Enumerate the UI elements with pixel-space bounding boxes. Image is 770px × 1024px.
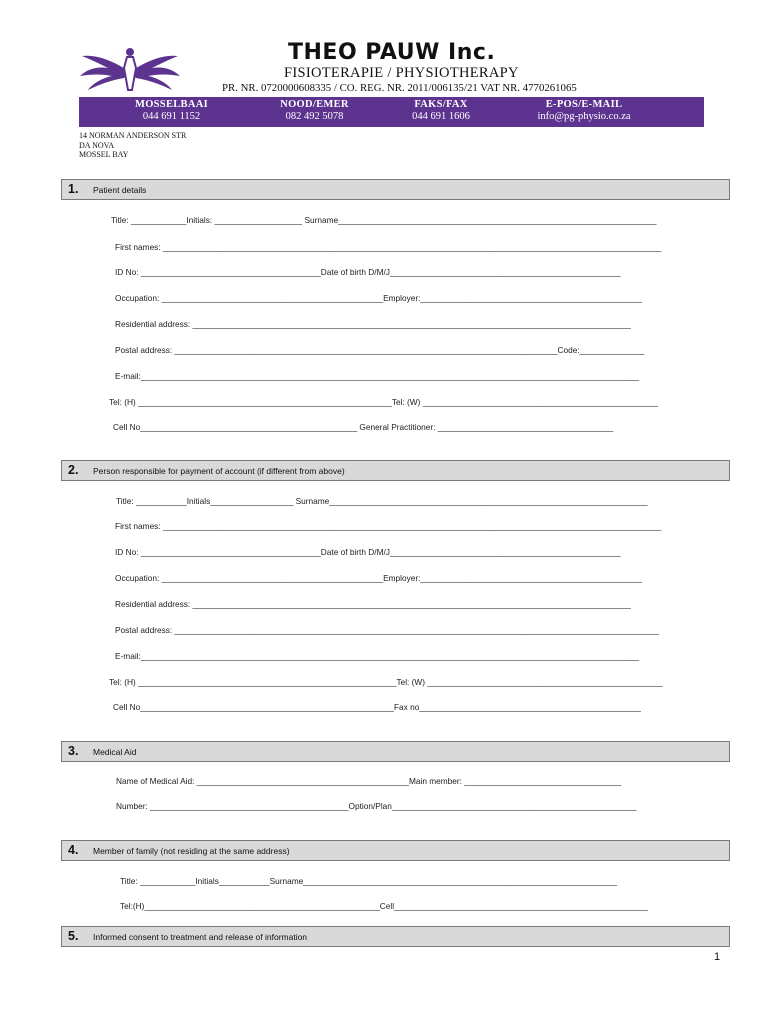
form-line-postal-address[interactable]: Postal address: ___________________________________________________________________________________Code:______________ xyxy=(115,345,645,355)
company-subtitle: FISIOTERAPIE / PHYSIOTHERAPY xyxy=(284,65,519,81)
section-title: Person responsible for payment of account (if different from above) xyxy=(93,466,345,476)
contact-label: MOSSELBAAI xyxy=(134,99,209,110)
section-number: 5. xyxy=(68,929,79,943)
section-number: 4. xyxy=(68,843,79,857)
contact-value: info@pg-physio.co.za xyxy=(537,111,631,122)
section-header-family-member xyxy=(61,840,730,861)
form-line-occupation[interactable]: Occupation: ________________________________________________Employer:________________________________________________ xyxy=(115,293,642,303)
form-line-cell[interactable]: Cell No_______________________________________________________Fax no________________________________________________ xyxy=(113,702,641,712)
contact-label: NOOD/EMER xyxy=(280,99,349,110)
contact-email xyxy=(509,99,659,123)
registration-numbers: PR. NR. 0720000608335 / CO. REG. NR. 2011/006135/21 VAT NR. 4770261065 xyxy=(222,82,577,94)
address-line: MOSSEL BAY xyxy=(79,150,129,159)
form-line-email[interactable]: E-mail:____________________________________________________________________________________________________________ xyxy=(115,371,640,381)
section-number: 3. xyxy=(68,744,79,758)
section-title: Member of family (not residing at the same address) xyxy=(93,846,290,856)
form-line-email[interactable]: E-mail:____________________________________________________________________________________________________________ xyxy=(115,651,640,661)
section-title: Informed consent to treatment and release of information xyxy=(93,932,308,942)
form-line-first-names[interactable]: First names: ____________________________________________________________________________________________________________ xyxy=(115,521,662,531)
form-line-tel[interactable]: Tel: (H) ________________________________________________________Tel: (W) ___________________________________________________ xyxy=(109,677,663,687)
section-header-medical-aid xyxy=(61,741,730,762)
contact-value: 044 691 1152 xyxy=(142,111,201,122)
logo-icon xyxy=(78,46,182,92)
section-header-payment-responsible xyxy=(61,460,730,481)
contact-value: 082 492 5078 xyxy=(285,111,344,122)
section-header-patient-details xyxy=(61,179,730,200)
form-line-id-no[interactable]: ID No: _______________________________________Date of birth D/M/J__________________________________________________ xyxy=(115,547,621,557)
form-line-id-no[interactable]: ID No: _______________________________________Date of birth D/M/J__________________________________________________ xyxy=(115,267,621,277)
section-header-informed-consent xyxy=(61,926,730,947)
form-line-residential-address[interactable]: Residential address: _______________________________________________________________________________________________ xyxy=(115,599,631,609)
address-line: 14 NORMAN ANDERSON STR xyxy=(79,131,187,140)
form-line-tel[interactable]: Tel: (H) _______________________________________________________Tel: (W) ___________________________________________________ xyxy=(109,397,659,407)
form-line-cell[interactable]: Cell No_______________________________________________ General Practitioner: ______________________________________ xyxy=(113,422,614,432)
page-number: 1 xyxy=(714,951,721,963)
form-line-first-names[interactable]: First names: ____________________________________________________________________________________________________________ xyxy=(115,242,662,252)
form-line-tel[interactable]: Tel:(H)___________________________________________________Cell_______________________________________________________ xyxy=(120,901,648,911)
contact-emergency xyxy=(257,99,372,123)
form-line-title[interactable]: Title: ___________Initials__________________ Surname_____________________________________________________________________ xyxy=(116,496,648,506)
practice-address xyxy=(79,131,186,160)
contact-label: E-POS/E-MAIL xyxy=(545,99,623,110)
form-line-title[interactable]: Title: ____________Initials___________Surname____________________________________________________________________ xyxy=(120,876,618,886)
form-line-postal-address[interactable]: Postal address: _________________________________________________________________________________________________________ xyxy=(115,625,659,635)
form-line-title[interactable]: Title: ____________Initials: ___________________ Surname_____________________________________________________________________ xyxy=(111,215,657,225)
section-number: 2. xyxy=(68,463,79,477)
contact-fax xyxy=(391,99,491,123)
section-title: Patient details xyxy=(93,185,147,195)
company-name: THEO PAUW Inc. xyxy=(288,40,496,65)
contact-mosselbaai xyxy=(99,99,244,123)
form-line-medical-aid-name[interactable]: Name of Medical Aid: ______________________________________________Main member: __________________________________ xyxy=(116,776,622,786)
contact-value: 044 691 1606 xyxy=(412,111,470,122)
contact-bar xyxy=(79,97,704,127)
section-number: 1. xyxy=(68,182,79,196)
form-line-occupation[interactable]: Occupation: ________________________________________________Employer:________________________________________________ xyxy=(115,573,642,583)
form-line-medical-aid-number[interactable]: Number: ___________________________________________Option/Plan_____________________________________________________ xyxy=(116,801,637,811)
contact-label: FAKS/FAX xyxy=(414,99,468,110)
form-line-residential-address[interactable]: Residential address: _______________________________________________________________________________________________ xyxy=(115,319,631,329)
section-title: Medical Aid xyxy=(93,747,137,757)
address-line: DA NOVA xyxy=(79,140,115,150)
